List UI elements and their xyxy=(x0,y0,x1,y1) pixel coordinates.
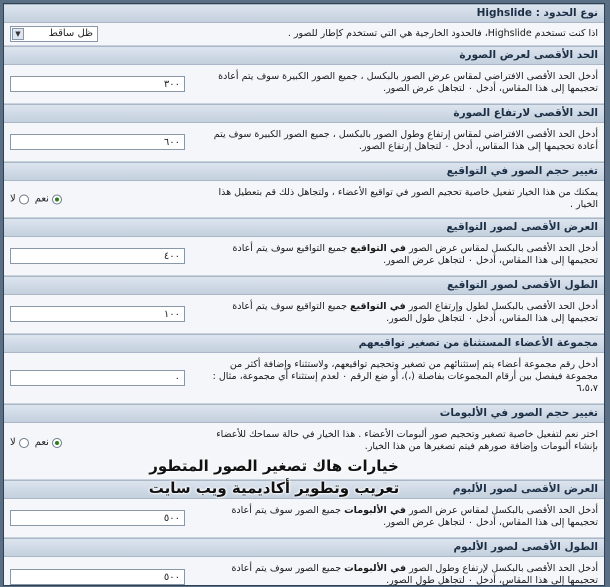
radio-yes-option[interactable] xyxy=(35,437,62,448)
radio-no-label: لا xyxy=(10,193,16,205)
setting-description: أدخل الحد الأقصى بالبكسل لإرتفاع وطول الصور في الألبومات جميع الصور سوف يتم أعادة تحجيمها إلى هذا المقاس، أدخل ٠ لتجاهل طول الصور. xyxy=(231,563,598,586)
album-max-height-input[interactable]: ٥٠٠ xyxy=(10,569,185,585)
setting-description: اذا كنت تستخدم Highslide، فالحدود الخارجية هي التي تستخدم كإطار للصور . xyxy=(287,28,598,39)
radio-yes-label: نعم xyxy=(34,193,49,205)
signature-max-width-input[interactable]: ٤٠٠ xyxy=(10,248,185,264)
radio-yes-option[interactable] xyxy=(35,194,62,205)
select-box[interactable] xyxy=(10,26,98,42)
section-header-excluded-groups: مجموعة الأعضاء المستثناة من تصغير تواقيعهم xyxy=(4,334,604,353)
setting-description: أدخل رقم مجموعة أعضاء يتم إستثنائهم من تصغير وتحجيم تواقيعهم، ولاستثناء وإضافة أكثر من مجموعة فيفصل بين أرقام المجموعات بفاصلة (،)، أو ضع الرقم ٠ لعدم إستثناء أي مجموعة، مثال : ٦،٥،٧ xyxy=(212,359,598,394)
watermark-title: خيارات هاك تصغير الصور المتطور xyxy=(149,457,399,475)
setting-row-max-image-height xyxy=(4,123,604,162)
max-image-width-input[interactable]: ٣٠٠ xyxy=(10,76,185,92)
setting-row-album-max-height xyxy=(4,557,604,586)
setting-description: أدخل الحد الأقصى بالبكسل لمقاس عرض الصور في التواقيع جميع التواقيع سوف يتم أعادة تحجيمها إلى هذا المقاس، أدخل ٠ لتجاهل عرض الصور. xyxy=(232,243,598,266)
setting-description: اختر نعم لتفعيل خاصية تصغير وتحجيم صور ألبومات الأعضاء . هذا الخيار في حالة سماحك للأعضاء بإنشاء ألبومات وإضافة صورهم فيتم تصغيرها من هذا الخيار. xyxy=(216,429,598,452)
section-header-resize-albums: تغيير حجم الصور في الألبومات xyxy=(4,404,604,423)
section-header-signature-max-height: الطول الأقصى لصور التواقيع xyxy=(4,276,604,295)
setting-description: يمكنك من هذا الخيار تفعيل خاصية تحجيم الصور في تواقيع الأعضاء ، ولتجاهل ذلك قم بتعطيل هذا الخيار . xyxy=(218,187,598,210)
setting-row-signature-max-width xyxy=(4,237,604,276)
section-header-resize-signatures: تغيير حجم الصور في التواقيع xyxy=(4,162,604,181)
setting-row-album-max-width xyxy=(4,499,604,538)
radio-no[interactable] xyxy=(19,438,29,448)
select-value: ظل ساقط xyxy=(48,28,93,39)
settings-panel xyxy=(3,3,605,586)
setting-row-max-image-width xyxy=(4,65,604,104)
max-image-height-input[interactable]: ٦٠٠ xyxy=(10,134,185,150)
setting-row-border-type xyxy=(4,23,604,46)
border-type-select[interactable] xyxy=(10,26,98,42)
section-header-max-image-height: الحد الأقصى لارتفاع الصورة xyxy=(4,104,604,123)
radio-yes-label: نعم xyxy=(34,437,49,448)
setting-description: أدخل الحد الأقصى بالبكسل لطول وإرتفاع الصور في التواقيع جميع التواقيع سوف يتم أعادة تحجيمها إلى هذا المقاس، أدخل ٠ لتجاهل طول الصور. xyxy=(232,301,598,324)
radio-no-label: لا xyxy=(10,437,16,448)
setting-description: أدخل الحد الأقصى الافتراضي لمقاس إرتفاع وطول الصور بالبكسل ، جميع الصور الكبيرة سوف يتم أعادة تحجيمها إلى هذا المقاس، أدخل ٠ لتجاهل إرتفاع الصور. xyxy=(213,129,598,152)
setting-row-excluded-groups xyxy=(4,353,604,404)
section-header-signature-max-width: العرض الأقصى لصور التواقيع xyxy=(4,218,604,237)
resize-albums-radio-group xyxy=(10,437,62,448)
section-header-border-type: نوع الحدود : Highslide xyxy=(4,4,604,23)
radio-no-option[interactable] xyxy=(10,194,29,205)
excluded-groups-input[interactable]: ٠ xyxy=(10,370,185,386)
section-header-album-max-width: العرض الأقصى لصور الألبوم xyxy=(4,480,604,499)
setting-description: أدخل الحد الأقصى بالبكسل لمقاس عرض الصور في الألبومات جميع الصور سوف يتم أعادة تحجيمها إلى هذا المقاس، أدخل ٠ لتجاهل عرض الصور. xyxy=(231,505,598,528)
section-header-album-max-height: الطول الأقصى لصور الألبوم xyxy=(4,538,604,557)
setting-description: أدخل الحد الأقصى الافتراضي لمقاس عرض الصور بالبكسل ، جميع الصور الكبيرة سوف يتم أعادة تحجيمها إلى هذا المقاس، أدخل ٠ لتجاهل عرض الصور. xyxy=(218,71,598,94)
radio-no[interactable] xyxy=(19,194,29,204)
radio-yes[interactable] xyxy=(52,194,62,204)
watermark-credit: تعريب وتطوير أكاديمية ويب سايت xyxy=(148,479,400,497)
album-max-width-input[interactable]: ٥٠٠ xyxy=(10,510,185,526)
setting-row-signature-max-height xyxy=(4,295,604,334)
radio-no-option[interactable] xyxy=(10,437,29,448)
chevron-down-icon[interactable]: ▼ xyxy=(12,28,24,40)
resize-signatures-radio-group xyxy=(10,194,62,205)
setting-row-resize-signatures xyxy=(4,181,604,218)
radio-yes[interactable] xyxy=(52,438,62,448)
section-header-max-image-width: الحد الأقصى لعرض الصورة xyxy=(4,46,604,65)
signature-max-height-input[interactable]: ١٠٠ xyxy=(10,306,185,322)
